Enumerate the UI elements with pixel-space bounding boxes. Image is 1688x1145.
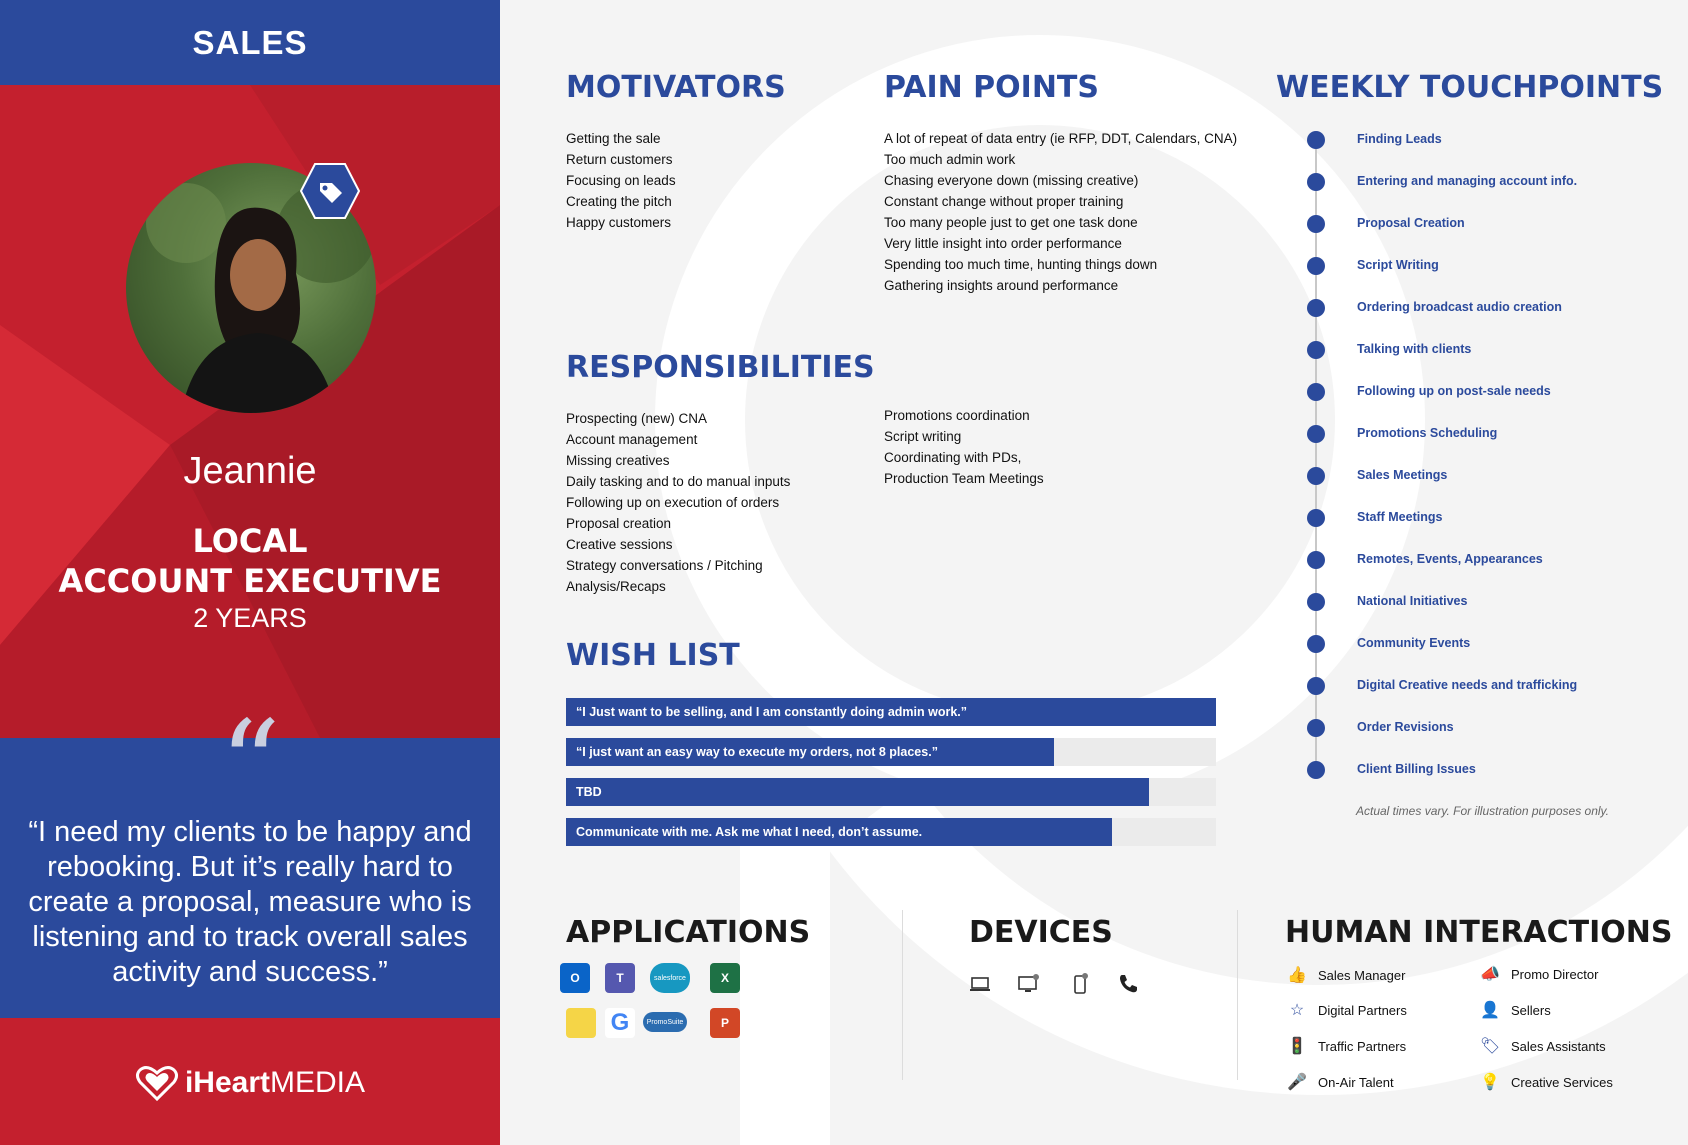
persona-role-line1: LOCAL bbox=[192, 522, 308, 560]
persona-name: Jeannie bbox=[183, 450, 317, 492]
responsibilities-title: RESPONSIBILITIES bbox=[566, 350, 875, 385]
applications-title: APPLICATIONS bbox=[566, 915, 811, 950]
brand-name-bold: iHeart bbox=[184, 1066, 271, 1099]
megaphone-icon: 📣 bbox=[1480, 966, 1500, 983]
pain-points-title: PAIN POINTS bbox=[884, 70, 1099, 105]
timeline-dot bbox=[1307, 551, 1325, 569]
list-item: Creative sessions bbox=[566, 537, 673, 552]
wish-item bbox=[566, 778, 1216, 806]
list-item: A lot of repeat of data entry (ie RFP, DDT, Calendars, CNA) bbox=[884, 131, 1238, 146]
touchpoint-label: Ordering broadcast audio creation bbox=[1357, 300, 1562, 314]
salesforce-icon-label: salesforce bbox=[654, 974, 686, 982]
timeline-dot bbox=[1307, 761, 1325, 779]
list-item: Very little insight into order performance bbox=[884, 236, 1122, 251]
list-item: Happy customers bbox=[566, 215, 672, 230]
timeline-dot bbox=[1307, 593, 1325, 611]
brand-logo bbox=[0, 1065, 500, 1101]
laptop-icon bbox=[968, 972, 992, 996]
list-item: Prospecting (new) CNA bbox=[566, 411, 708, 426]
list-item: Chasing everyone down (missing creative) bbox=[884, 173, 1139, 188]
star-icon: ☆ bbox=[1289, 1002, 1305, 1019]
person-icon: 👤 bbox=[1480, 1002, 1500, 1019]
section-divider bbox=[902, 910, 903, 1080]
timeline-dot bbox=[1307, 677, 1325, 695]
list-item: Focusing on leads bbox=[566, 173, 676, 188]
interaction-label: Promo Director bbox=[1511, 966, 1599, 982]
excel-icon bbox=[710, 963, 740, 993]
monitor-icon bbox=[1016, 972, 1040, 996]
wish-item bbox=[566, 698, 1216, 726]
wish-list-title: WISH LIST bbox=[566, 638, 740, 673]
list-item: Script writing bbox=[884, 429, 962, 444]
touchpoint-label: Proposal Creation bbox=[1357, 216, 1465, 230]
interaction-on-air-talent bbox=[1286, 1071, 1394, 1093]
list-item: Daily tasking and to do manual inputs bbox=[566, 474, 791, 489]
list-item: Creating the pitch bbox=[566, 194, 672, 209]
interaction-label: Sellers bbox=[1511, 1002, 1551, 1018]
interaction-traffic-partners bbox=[1286, 1035, 1406, 1057]
persona-panel bbox=[0, 0, 500, 1145]
timeline-dot bbox=[1307, 719, 1325, 737]
google-icon bbox=[605, 1008, 635, 1038]
wish-item bbox=[566, 818, 1216, 846]
list-item: Strategy conversations / Pitching bbox=[566, 558, 763, 573]
brand-name-light: MEDIA bbox=[270, 1066, 366, 1099]
persona-role-line2: ACCOUNT EXECUTIVE bbox=[58, 562, 442, 600]
interaction-sales-manager bbox=[1286, 964, 1405, 986]
persona-tenure: 2 YEARS bbox=[193, 603, 307, 633]
list-item: Promotions coordination bbox=[884, 408, 1030, 423]
teams-icon bbox=[605, 963, 635, 993]
list-item: Return customers bbox=[566, 152, 673, 167]
human-interactions-title: HUMAN INTERACTIONS bbox=[1285, 915, 1673, 950]
wish-bar bbox=[566, 778, 1149, 806]
touchpoint-label: Digital Creative needs and trafficking bbox=[1357, 678, 1578, 692]
salesforce-icon bbox=[650, 963, 690, 993]
interaction-label: Sales Assistants bbox=[1511, 1038, 1606, 1054]
list-item: Missing creatives bbox=[566, 453, 670, 468]
interaction-promo-director bbox=[1479, 963, 1598, 985]
touchpoint-label: Following up on post-sale needs bbox=[1357, 384, 1551, 398]
powerpoint-icon bbox=[710, 1008, 740, 1038]
interaction-label: Digital Partners bbox=[1318, 1002, 1407, 1018]
touchpoint-label: Staff Meetings bbox=[1357, 510, 1443, 524]
list-item: Production Team Meetings bbox=[884, 471, 1044, 486]
wish-text: “I just want an easy way to execute my orders, not 8 places.” bbox=[576, 745, 938, 759]
touchpoint-label: Client Billing Issues bbox=[1357, 762, 1476, 776]
interaction-label: Traffic Partners bbox=[1318, 1038, 1407, 1054]
devices-title: DEVICES bbox=[969, 915, 1113, 950]
touchpoint-label: Community Events bbox=[1357, 636, 1471, 650]
timeline-dot bbox=[1307, 173, 1325, 191]
timeline-line bbox=[1315, 140, 1317, 770]
motivators-list bbox=[566, 128, 676, 233]
pain-points-list bbox=[884, 128, 1237, 296]
timeline-dot bbox=[1307, 509, 1325, 527]
persona-quote: “I need my clients to be happy and rebooking. But it’s really hard to create a proposal, measure who is listening and to track overall sales activity and success.” bbox=[28, 816, 472, 988]
google-icon-label: G bbox=[610, 1009, 630, 1036]
timeline-dot bbox=[1307, 467, 1325, 485]
wish-text: “I Just want to be selling, and I am constantly doing admin work.” bbox=[576, 705, 968, 719]
touchpoints-title: WEEKLY TOUCHPOINTS bbox=[1276, 70, 1664, 105]
touchpoint-label: National Initiatives bbox=[1357, 594, 1468, 608]
promosuite-icon bbox=[643, 1012, 687, 1032]
touchpoint-label: Finding Leads bbox=[1357, 132, 1442, 146]
touchpoint-label: Talking with clients bbox=[1357, 342, 1472, 356]
mobile-icon bbox=[1068, 972, 1092, 996]
touchpoint-label: Order Revisions bbox=[1357, 720, 1454, 734]
interaction-label: Sales Manager bbox=[1318, 967, 1406, 983]
touchpoint-label: Remotes, Events, Appearances bbox=[1357, 552, 1543, 566]
touchpoint-label: Sales Meetings bbox=[1357, 468, 1448, 482]
timeline-dot bbox=[1307, 341, 1325, 359]
notes-icon bbox=[566, 1008, 596, 1038]
list-item: Gathering insights around performance bbox=[884, 278, 1119, 293]
list-item: Coordinating with PDs, bbox=[884, 450, 1022, 465]
outlook-icon bbox=[560, 963, 590, 993]
timeline-dot bbox=[1307, 425, 1325, 443]
list-item: Account management bbox=[566, 432, 698, 447]
touchpoint-label: Promotions Scheduling bbox=[1357, 426, 1498, 440]
timeline-dot bbox=[1307, 257, 1325, 275]
quote-mark-icon: “ bbox=[219, 696, 281, 835]
list-item: Following up on execution of orders bbox=[566, 495, 780, 510]
department-title: SALES bbox=[192, 23, 308, 61]
tag-icon: 🏷 bbox=[1479, 1038, 1501, 1055]
touchpoint-label: Entering and managing account info. bbox=[1357, 174, 1578, 188]
department-header bbox=[0, 0, 500, 85]
interaction-sellers bbox=[1479, 999, 1551, 1021]
list-item: Spending too much time, hunting things down bbox=[884, 257, 1158, 272]
list-item: Constant change without proper training bbox=[884, 194, 1124, 209]
interaction-label: On-Air Talent bbox=[1318, 1074, 1394, 1090]
powerpoint-icon-label: P bbox=[720, 1016, 729, 1030]
timeline-dot bbox=[1307, 131, 1325, 149]
microphone-icon: 🎤 bbox=[1287, 1074, 1307, 1091]
list-item: Too many people just to get one task done bbox=[884, 215, 1138, 230]
touchpoints-note: Actual times vary. For illustration purposes only. bbox=[1356, 804, 1609, 818]
tag-icon bbox=[300, 163, 360, 219]
list-item: Proposal creation bbox=[566, 516, 672, 531]
interaction-creative-services bbox=[1479, 1071, 1613, 1093]
list-item: Analysis/Recaps bbox=[566, 579, 666, 594]
motivators-title: MOTIVATORS bbox=[566, 70, 786, 105]
timeline-dot bbox=[1307, 383, 1325, 401]
interaction-digital-partners bbox=[1286, 999, 1407, 1021]
wish-item bbox=[566, 738, 1216, 766]
excel-icon-label: X bbox=[720, 971, 729, 985]
responsibilities-list-2 bbox=[884, 405, 1044, 489]
thumbs-up-icon: 👍 bbox=[1287, 967, 1307, 984]
touchpoint-label: Script Writing bbox=[1357, 258, 1439, 272]
responsibilities-list-1 bbox=[566, 408, 790, 597]
heart-logo-icon bbox=[135, 1065, 179, 1101]
list-item: Getting the sale bbox=[566, 131, 661, 146]
teams-icon-label: T bbox=[616, 971, 624, 985]
timeline-dot bbox=[1307, 299, 1325, 317]
outlook-icon-label: O bbox=[570, 971, 580, 985]
traffic-light-icon: 🚦 bbox=[1287, 1038, 1307, 1055]
timeline-dot bbox=[1307, 635, 1325, 653]
wish-text: TBD bbox=[576, 785, 602, 799]
interaction-label: Creative Services bbox=[1511, 1074, 1613, 1090]
phone-icon bbox=[1116, 972, 1140, 996]
list-item: Too much admin work bbox=[884, 152, 1016, 167]
promosuite-icon-label: PromoSuite bbox=[646, 1018, 684, 1026]
timeline-dot bbox=[1307, 215, 1325, 233]
wish-text: Communicate with me. Ask me what I need, don’t assume. bbox=[576, 825, 923, 839]
lightbulb-icon: 💡 bbox=[1480, 1074, 1500, 1091]
section-divider bbox=[1237, 910, 1238, 1080]
interaction-sales-assistants bbox=[1479, 1035, 1606, 1057]
